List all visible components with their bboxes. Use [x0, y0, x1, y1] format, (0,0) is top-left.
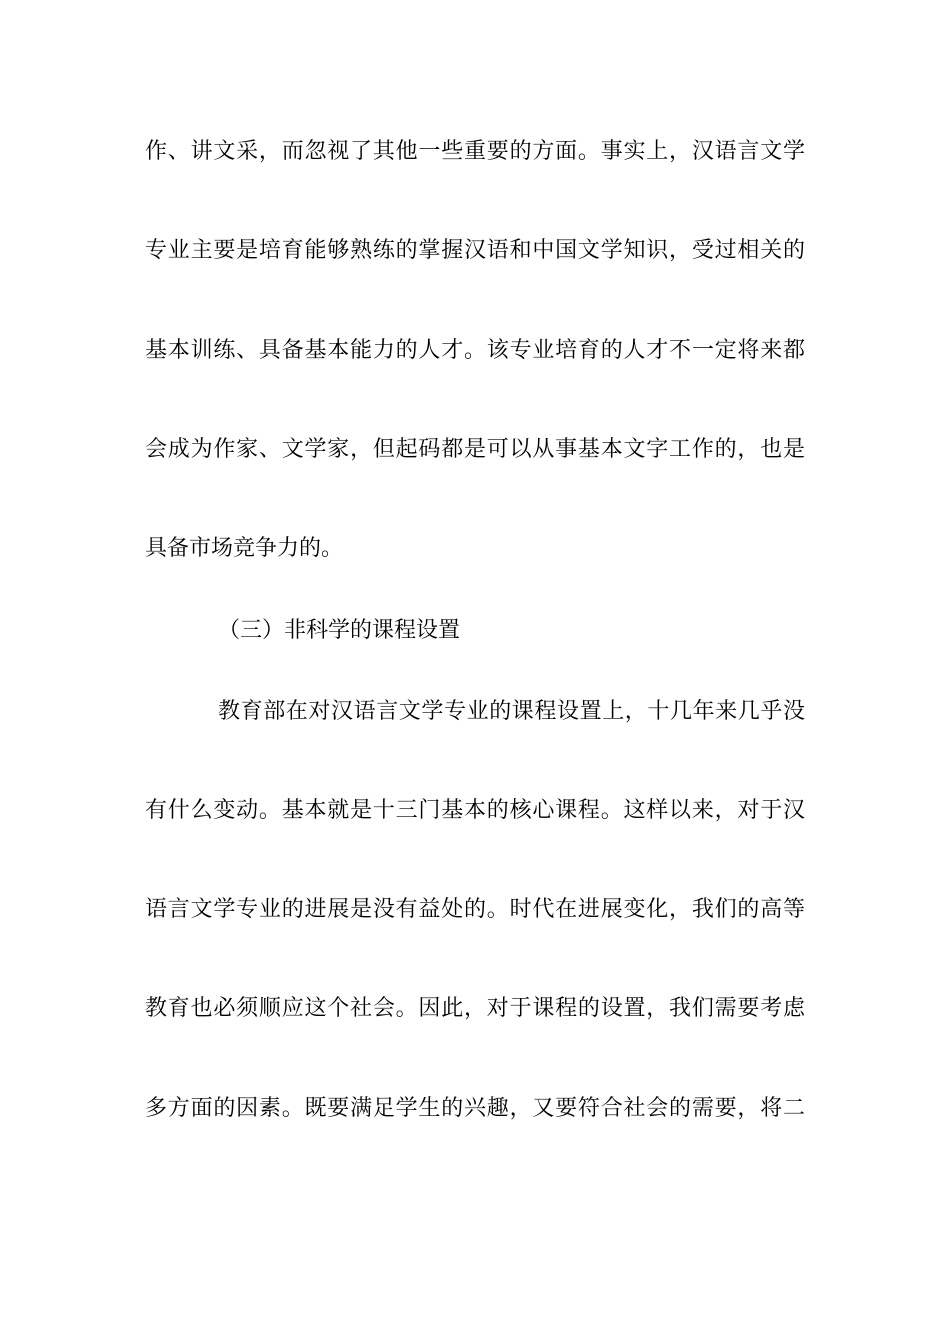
paragraph-line: 基本训练、具备基本能力的人才。该专业培育的人才不一定将来都 — [145, 338, 805, 363]
paragraph-line: 教育也必须顺应这个社会。因此，对于课程的设置，我们需要考虑 — [145, 996, 805, 1021]
section-heading: （三）非科学的课程设置 — [218, 618, 461, 643]
paragraph-line: 多方面的因素。既要满足学生的兴趣，又要符合社会的需要，将二 — [145, 1096, 805, 1121]
paragraph-line: 教育部在对汉语言文学专业的课程设置上，十几年来几乎没 — [218, 699, 805, 724]
paragraph-line: 具备市场竞争力的。 — [145, 536, 344, 561]
paragraph-line: 专业主要是培育能够熟练的掌握汉语和中国文学知识，受过相关的 — [145, 238, 805, 263]
paragraph-line: 作、讲文采，而忽视了其他一些重要的方面。事实上，汉语言文学 — [145, 139, 805, 164]
paragraph-line: 语言文学专业的进展是没有益处的。时代在进展变化，我们的高等 — [145, 897, 805, 922]
paragraph-line: 有什么变动。基本就是十三门基本的核心课程。这样以来，对于汉 — [145, 798, 805, 823]
paragraph-line: 会成为作家、文学家，但起码都是可以从事基本文字工作的，也是 — [145, 437, 805, 462]
